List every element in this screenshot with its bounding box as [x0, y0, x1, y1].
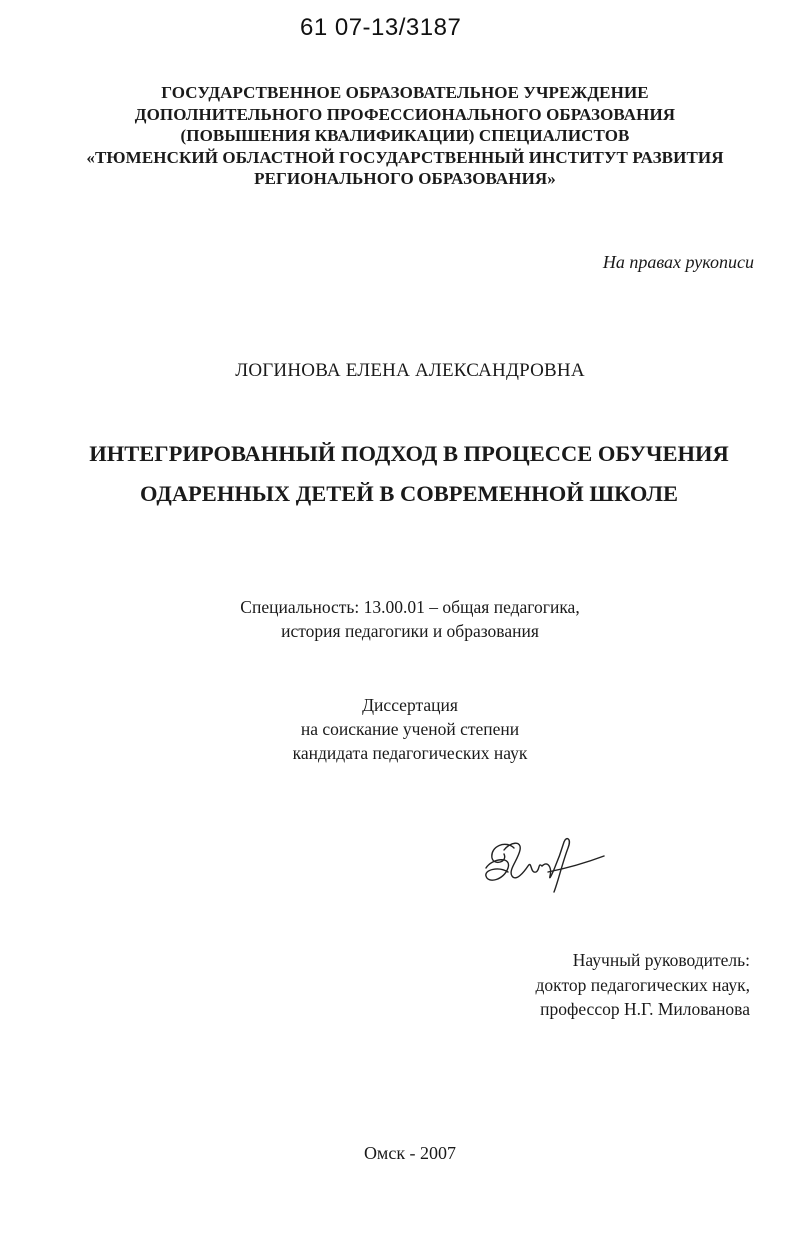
specialty-line: история педагогики и образования	[281, 621, 539, 641]
institution-line: ГОСУДАРСТВЕННОЕ ОБРАЗОВАТЕЛЬНОЕ УЧРЕЖДЕНИЕ	[161, 83, 649, 102]
title-line: ОДАРЕННЫХ ДЕТЕЙ В СОВРЕМЕННОЙ ШКОЛЕ	[139, 481, 679, 506]
handwritten-signature	[478, 832, 608, 902]
degree-line: на соискание ученой степени	[300, 719, 520, 739]
institution-line: (ПОВЫШЕНИЯ КВАЛИФИКАЦИИ) СПЕЦИАЛИСТОВ	[180, 126, 630, 145]
institution-header	[40, 82, 770, 190]
advisor-line: Научный руководитель:	[572, 950, 750, 970]
dissertation-title	[40, 434, 778, 514]
advisor-line: профессор Н.Г. Милованова	[540, 999, 750, 1019]
manuscript-rights-note: На правах рукописи	[602, 252, 754, 272]
specialty-block	[0, 595, 796, 643]
author-name: ЛОГИНОВА ЕЛЕНА АЛЕКСАНДРОВНА	[235, 360, 585, 381]
degree-line: кандидата педагогических наук	[292, 743, 528, 763]
institution-line: ДОПОЛНИТЕЛЬНОГО ПРОФЕССИОНАЛЬНОГО ОБРАЗОВАНИЯ	[134, 104, 676, 124]
degree-block	[0, 693, 796, 765]
archive-code: 61 07-13/3187	[300, 14, 462, 41]
scientific-advisor-block	[536, 948, 750, 1022]
advisor-line: доктор педагогических наук,	[535, 974, 750, 995]
institution-line: «ТЮМЕНСКИЙ ОБЛАСТНОЙ ГОСУДАРСТВЕННЫЙ ИНСТИТУТ РАЗВИТИЯ	[86, 147, 724, 167]
title-line: ИНТЕГРИРОВАННЫЙ ПОДХОД В ПРОЦЕССЕ ОБУЧЕНИЯ	[89, 441, 729, 466]
degree-line: Диссертация	[362, 695, 458, 715]
specialty-line: Специальность: 13.00.01 – общая педагогика,	[240, 597, 580, 617]
institution-line: РЕГИОНАЛЬНОГО ОБРАЗОВАНИЯ»	[254, 169, 556, 188]
city-and-year: Омск - 2007	[363, 1143, 457, 1163]
